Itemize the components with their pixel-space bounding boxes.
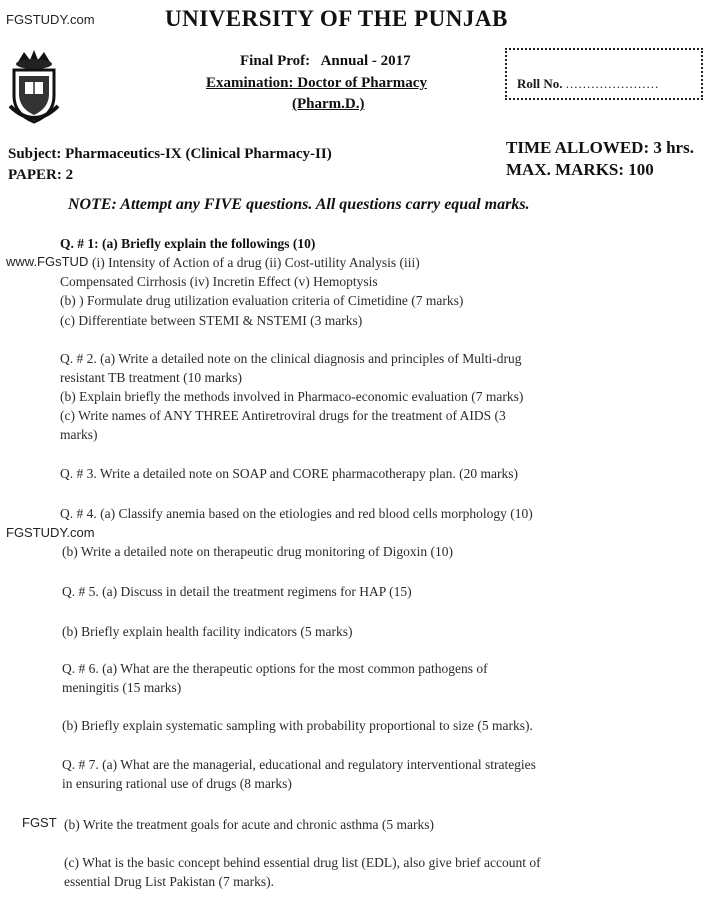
q2-part-c-line2: marks) <box>60 427 98 442</box>
subject-line: Subject: Pharmaceutics-IX (Clinical Pharmacy-II) <box>8 146 332 162</box>
watermark-q1: www.FGsTUD <box>6 254 89 269</box>
roll-number-dots: ...................... <box>565 76 660 91</box>
q7-part-a-line2: in ensuring rational use of drugs (8 marks) <box>62 776 292 791</box>
examination-title: Examination: Doctor of Pharmacy <box>206 75 427 91</box>
q1-items-line2: Compensated Cirrhosis (iv) Incretin Effect (v) Hemoptysis <box>60 274 378 289</box>
q4-part-a: Q. # 4. (a) Classify anemia based on the etiologies and red blood cells morphology (10) <box>60 506 533 521</box>
watermark-top: FGSTUDY.com <box>6 12 95 27</box>
q7-part-b: (b) Write the treatment goals for acute and chronic asthma (5 marks) <box>64 817 434 832</box>
q5-part-b: (b) Briefly explain health facility indicators (5 marks) <box>62 624 353 639</box>
max-marks: MAX. MARKS: 100 <box>506 160 654 179</box>
final-prof-value: Annual - 2017 <box>320 53 411 69</box>
q5-part-a: Q. # 5. (a) Discuss in detail the treatment regimens for HAP (15) <box>62 584 412 599</box>
paper-line: PAPER: 2 <box>8 167 74 183</box>
pharmd-label: (Pharm.D.) <box>292 96 365 112</box>
q3-text: Q. # 3. Write a detailed note on SOAP and CORE pharmacotherapy plan. (20 marks) <box>60 466 518 481</box>
q6-part-b: (b) Briefly explain systematic sampling with probability proportional to size (5 marks). <box>62 718 533 733</box>
q1-part-b: (b) ) Formulate drug utilization evaluation criteria of Cimetidine (7 marks) <box>60 293 464 308</box>
q4-part-b: (b) Write a detailed note on therapeutic drug monitoring of Digoxin (10) <box>62 544 453 559</box>
q1-part-c: (c) Differentiate between STEMI & NSTEMI (3 marks) <box>60 313 363 328</box>
university-crest-logo <box>8 48 60 126</box>
final-prof-line <box>240 53 411 70</box>
instructions-note: NOTE: Attempt any FIVE questions. All questions carry equal marks. <box>68 196 530 213</box>
q2-part-c-line1: (c) Write names of ANY THREE Antiretroviral drugs for the treatment of AIDS (3 <box>60 408 506 423</box>
q7-part-c-line2: essential Drug List Pakistan (7 marks). <box>64 874 274 889</box>
q2-part-b: (b) Explain briefly the methods involved in Pharmaco-economic evaluation (7 marks) <box>60 389 524 404</box>
q1-items-line1: (i) Intensity of Action of a drug (ii) Cost-utility Analysis (iii) <box>92 255 420 270</box>
q7-part-c-line1: (c) What is the basic concept behind essential drug list (EDL), also give brief account of <box>64 855 541 870</box>
roll-number-box <box>505 48 703 100</box>
time-allowed: TIME ALLOWED: 3 hrs. <box>506 138 694 157</box>
q6-part-a-line2: meningitis (15 marks) <box>62 680 182 695</box>
watermark-mid: FGSTUDY.com <box>6 525 95 540</box>
q6-part-a-line1: Q. # 6. (a) What are the therapeutic options for the most common pathogens of <box>62 661 488 676</box>
q2-part-a-line2: resistant TB treatment (10 marks) <box>60 370 242 385</box>
q1-heading: Q. # 1: (a) Briefly explain the followings (10) <box>60 236 316 251</box>
watermark-bottom: FGST <box>22 815 57 830</box>
final-prof-label: Final Prof: <box>240 53 311 69</box>
university-title: UNIVERSITY OF THE PUNJAB <box>165 6 508 31</box>
roll-number-label: Roll No. <box>517 76 563 91</box>
q7-part-a-line1: Q. # 7. (a) What are the managerial, educational and regulatory interventional strategies <box>62 757 536 772</box>
q2-part-a-line1: Q. # 2. (a) Write a detailed note on the clinical diagnosis and principles of Multi-drug <box>60 351 522 366</box>
